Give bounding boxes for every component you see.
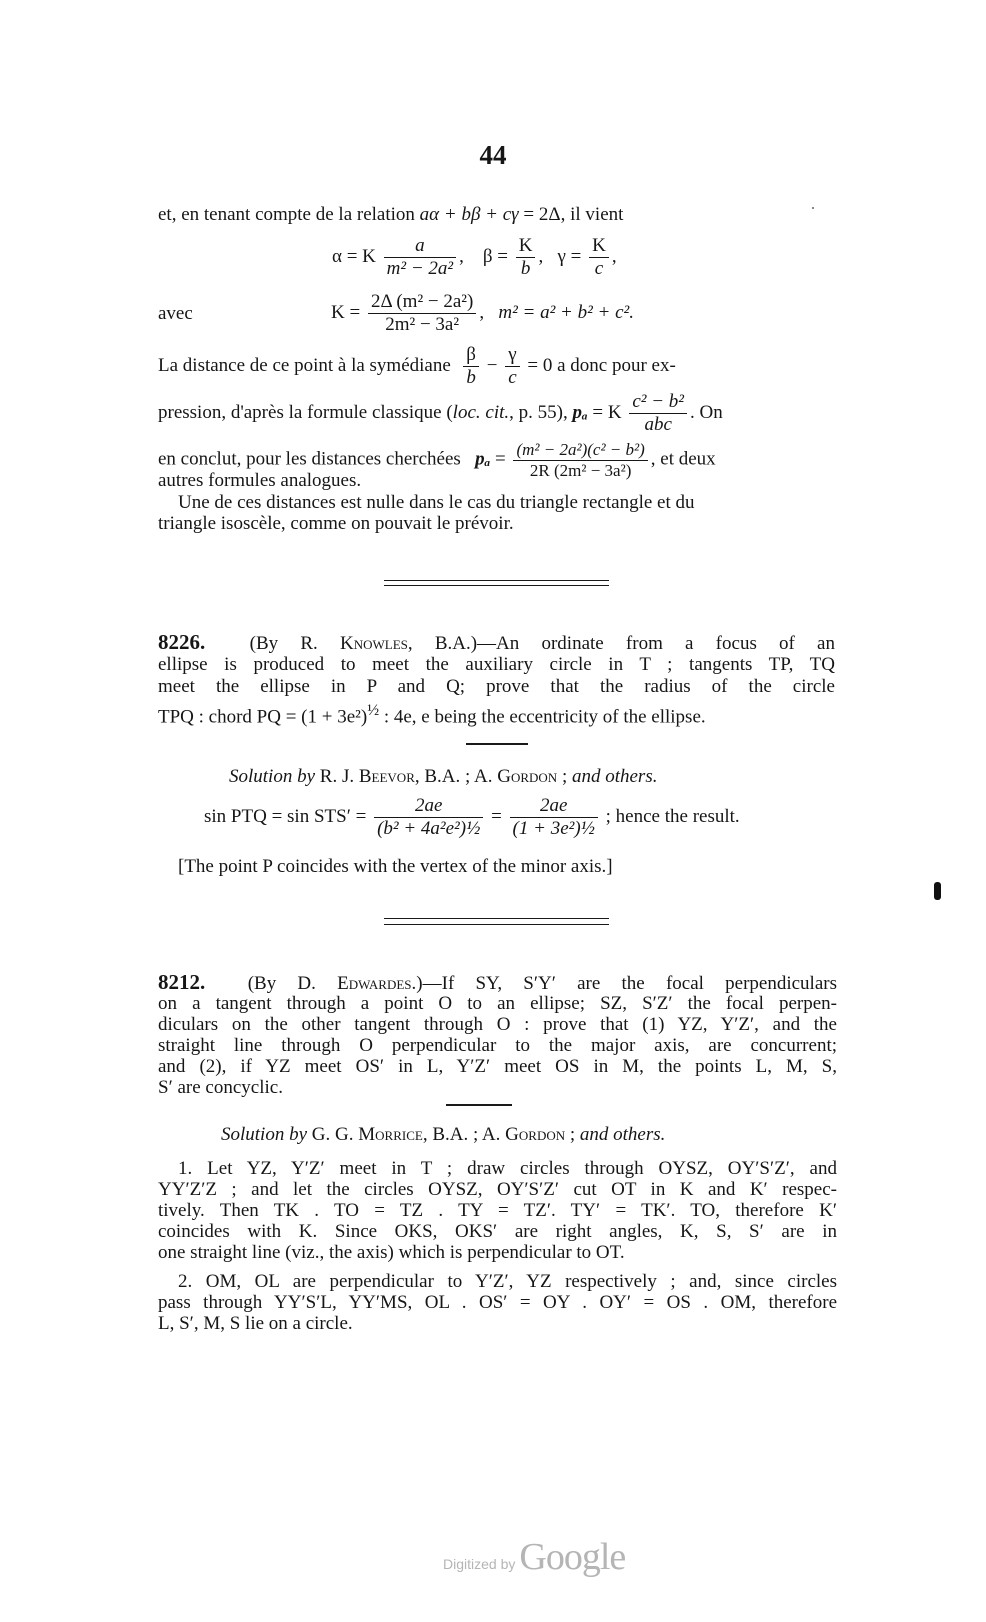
q8212-line-1: 8212. (By D. Edwardes.)—If SY, S′Y′ are the focal perpendiculars [158,970,837,994]
q8212-line-5: and (2), if YZ meet OS′ in L, Y′Z′ meet OS in M, the points L, M, S, [158,1056,837,1077]
q8212-solution-2-line-1: 2. OM, OL are perpendicular to Y′Z′, YZ respectively ; and, since circles [178,1271,837,1292]
q8212-solution-1-line-5: one straight line (viz., the axis) which is perpendicular to OT. [158,1242,625,1263]
q8212-solution-heading: Solution by G. G. Morrice, B.A. ; A. Gordon ; and others. [221,1124,666,1145]
margin-mark [934,882,941,900]
q8212-solution-1-line-1: 1. Let YZ, Y′Z′ meet in T ; draw circles through OYSZ, OY′S′Z′, and [178,1158,837,1179]
q8212-line-6: S′ are concyclic. [158,1077,283,1098]
section-rule-2b [384,924,609,925]
french-line-5: pression, d'après la formule classique (loc. cit., p. 55), pₐ = K $\frac{\text{c² − b²}}{\text{abc}}$ . On [158,391,723,435]
q8212-solution-1-line-3: tively. Then TK . TO = TZ . TY = TZ′. TY′ = TK′. TO, therefore K′ [158,1200,837,1221]
french-line-6: en conclut, pour les distances cherchées pₐ = $\frac{\text{(m² − 2a²)(c² − b²)}}{\text{2R (2m² − 3a²)}}$ , et deux [158,440,716,480]
french-line-4: La distance de ce point à la symédiane $\frac{\beta}{b}$ − $\frac{\gamma}{c}$ = 0 a donc pour ex- [158,344,676,388]
q8226-solution-equation: sin PTQ = sin STS′ = $\frac{2ae}{\text{(b² + 4a²e²)½}}$ = $\frac{2ae}{\text{(1 + 3e²)½}}$ ; hence the result. [204,795,740,839]
q8212-solution-1-line-2: YY′Z′Z ; and let the circles OYSZ, OY′S′Z′ cut OT in K and K′ respec- [158,1179,837,1200]
french-line-1: et, en tenant compte de la relation aα + bβ + cγ = 2Δ, il vient [158,204,624,225]
q8226-line-4: TPQ : chord PQ = $(1 + 3e^2)^{\frac{1}{2}}$ : 4e, e being the eccentricity of the ellipse. [158,702,706,728]
avec-label: avec [158,303,193,324]
q8212-line-2: on a tangent through a point O to an ellipse; SZ, S′Z′ the focal perpen- [158,993,837,1014]
short-rule-2 [446,1104,512,1106]
q8226-note: [The point P coincides with the vertex of the minor axis.] [178,856,613,877]
french-line-8: Une de ces distances est nulle dans le cas du triangle rectangle et du [178,492,695,513]
section-rule-1a [384,580,609,581]
q8226-line-1: 8226. (By R. Knowles, B.A.)—An ordinate from a focus of an [158,630,835,654]
page-number: 44 [479,140,507,170]
q8226-line-3: meet the ellipse in P and Q; prove that the radius of the circle [158,676,835,697]
q8212-solution-2-line-2: pass through YY′S′L, YY′MS, OL . OS′ = OY . OY′ = OS . OM, therefore [158,1292,837,1313]
k-formula: K = $\frac{\text{2Δ (m² − 2a²)}}{\text{2m² − 3a²}}$ , m² = a² + b² + c². [331,291,634,335]
french-line-9: triangle isoscèle, comme on pouvait le prévoir. [158,513,514,534]
french-line-7: autres formules analogues. [158,470,362,491]
alpha-beta-gamma-formula: α = K $\frac{a}{\text{m² − 2a²}}$ , β = $\frac{K}{b}$ , γ = $\frac{K}{c}$ , [332,235,617,279]
q8226-solution-heading: Solution by R. J. Beevor, B.A. ; A. Gordon ; and others. [229,766,658,787]
q8212-line-4: straight line through O perpendicular to the major axis, are concurrent; [158,1035,837,1056]
section-rule-2a [384,918,609,919]
q8212-line-3: diculars on the other tangent through O : prove that (1) YZ, Y′Z′, and the [158,1014,837,1035]
digitized-by-google-watermark: Digitized by Google [443,1536,626,1578]
short-rule-1 [466,743,528,745]
q8212-solution-1-line-4: coincides with K. Since OKS, OKS′ are right angles, K, S, S′ are in [158,1221,837,1242]
q8212-solution-2-line-3: L, S′, M, S lie on a circle. [158,1313,353,1334]
q8226-line-2: ellipse is produced to meet the auxiliary circle in T ; tangents TP, TQ [158,654,835,675]
section-rule-1b [384,585,609,586]
speck [812,207,814,209]
